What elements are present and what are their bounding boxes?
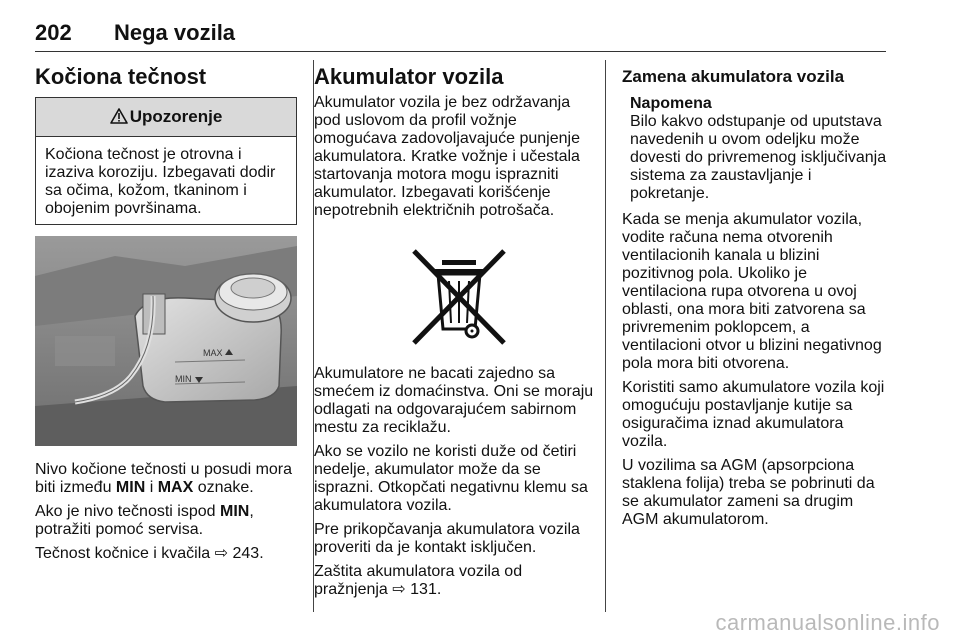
brake-fluid-reservoir-image — [35, 236, 297, 446]
section-heading-battery: Akumulator vozila — [314, 64, 504, 89]
page-ref-arrow-icon: ⇨ — [214, 545, 229, 562]
watermark: carmanualsonline.info — [715, 610, 940, 635]
warning-text: Kočiona tečnost je otrovna i izaziva koroziju. Izbegavati dodir sa očima, kožom, tkaninom i obojenim površinama. — [45, 146, 276, 217]
battery-replacement-section — [622, 67, 888, 535]
note-block — [630, 95, 888, 203]
warning-header — [36, 98, 296, 137]
battery-connect-paragraph: Pre prikopčavanja akumulatora vozila proveriti da je kontakt isključen. — [314, 521, 580, 556]
battery-disposal-text — [314, 365, 594, 605]
replacement-vent-paragraph: Kada se menja akumulator vozila, vodite računa nema otvorenih ventilacionih kanala u blizini pozitivnog pola. Ukoliko je ventilaciona rupa otvorena u ovoj oblasti, ona mora biti zatvorena sa privremenim poklopcem, a ventilacioni otvor u blizini negativnog pola mora biti otvorena. — [622, 211, 882, 372]
column-divider-2 — [605, 60, 606, 612]
note-title: Napomena — [630, 95, 712, 112]
note-text: Bilo kakvo odstupanje od uputstava navedenih u ovom odeljku može dovesti do privremenog isključivanja sistema za zaustavljanje i pokretanje. — [630, 113, 887, 202]
section-heading-battery-replacement: Zamena akumulatora vozila — [622, 67, 845, 86]
min-mark-label: MIN — [175, 374, 192, 384]
battery-section — [314, 64, 594, 226]
crossed-bin-recycle-icon — [404, 247, 514, 347]
replacement-agm-paragraph: U vozilima sa AGM (apsorpciona staklena folija) treba se pobrinuti da se akumulator zameni sa drugim AGM akumulatorom. — [622, 457, 875, 528]
chapter-title: Nega vozila — [114, 20, 236, 45]
max-mark-label: MAX — [203, 348, 223, 358]
battery-storage-paragraph: Ako se vozilo ne koristi duže od četiri nedelje, akumulator može da se isprazni. Otkopčati negativnu klemu sa akumulatora vozila. — [314, 443, 588, 514]
replacement-fusebox-paragraph: Koristiti samo akumulatore vozila koji omogućuju postavljanje kutije sa osiguračima iznad akumulatora vozila. — [622, 379, 885, 450]
brake-fluid-section — [35, 64, 297, 90]
battery-disposal-paragraph: Akumulatore ne bacati zajedno sa smećem iz domaćinstva. Oni se moraju odlagati na odgovarajućem sabirnom mestu za reciklažu. — [314, 365, 594, 436]
brake-fluid-reference: Tečnost kočnice i kvačila ⇨ 243. — [35, 545, 264, 562]
warning-box — [35, 97, 297, 225]
warning-title: Upozorenje — [129, 107, 223, 126]
battery-maintenance-paragraph: Akumulator vozila je bez održavanja pod uslovom da profil vožnje omogućava zadovoljavajuće punjenje akumulatora. Kratke vožnje i učestala startovanja motora mogu isprazniti akumulator. Izbegavati korišćenje nepotrebnih električnih potrošača. — [314, 94, 580, 219]
warning-triangle-icon — [110, 108, 128, 124]
section-heading-brake-fluid: Kočiona tečnost — [35, 64, 207, 89]
brake-fluid-text — [35, 461, 297, 569]
battery-discharge-reference: Zaštita akumulatora vozila od pražnjenja ⇨ 131. — [314, 563, 523, 598]
brake-fluid-low-paragraph: Ako je nivo tečnosti ispod MIN, potražiti pomoć servisa. — [35, 503, 254, 538]
brake-fluid-level-paragraph: Nivo kočione tečnosti u posudi mora biti između MIN i MAX oznake. — [35, 461, 293, 496]
page-ref-arrow-icon: ⇨ — [392, 581, 406, 598]
page-number: 202 — [35, 20, 72, 45]
header-rule — [35, 51, 886, 52]
